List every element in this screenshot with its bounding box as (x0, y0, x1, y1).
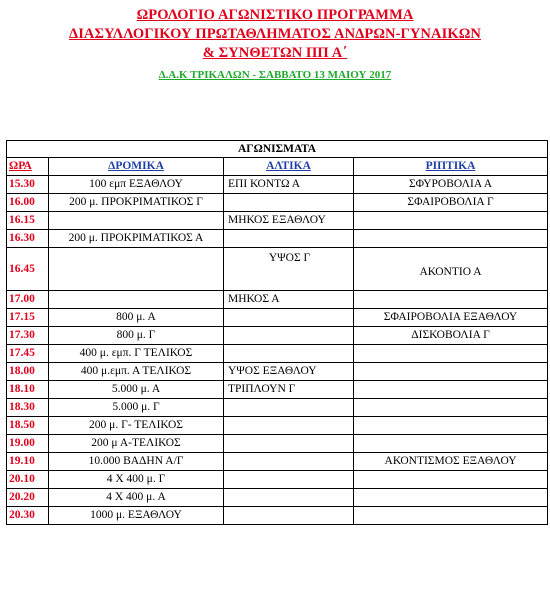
jumping-event-cell (224, 435, 354, 453)
running-event-cell: 1000 μ. ΕΞΑΘΛΟΥ (49, 507, 224, 525)
time-cell: 19.00 (7, 435, 49, 453)
running-event-cell: 4 Χ 400 μ. Α (49, 489, 224, 507)
throwing-event-cell (354, 345, 548, 363)
schedule-row (7, 176, 548, 194)
schedule-row (7, 212, 548, 230)
time-cell: 18.10 (7, 381, 49, 399)
time-cell: 17.45 (7, 345, 49, 363)
time-cell: 16.00 (7, 194, 49, 212)
running-event-cell: 5.000 μ. Γ (49, 399, 224, 417)
schedule-body (7, 176, 548, 525)
jumping-event-cell (224, 309, 354, 327)
running-event-cell (49, 291, 224, 309)
schedule-row (7, 471, 548, 489)
schedule-row (7, 417, 548, 435)
throwing-event-cell (354, 489, 548, 507)
throwing-event-cell (354, 507, 548, 525)
throwing-event-cell: ΔΙΣΚΟΒΟΛΙΑ Γ (354, 327, 548, 345)
jumping-event-cell (224, 230, 354, 248)
column-header-jumping: ΑΛΤΙΚΑ (224, 158, 354, 176)
column-header-time: ΩΡΑ (7, 158, 49, 176)
running-event-cell: 100 εμπ ΕΞΑΘΛΟΥ (49, 176, 224, 194)
jumping-event-cell: ΥΨΟΣ ΕΞΑΘΛΟΥ (224, 363, 354, 381)
jumping-event-cell: ΤΡΙΠΛΟΥΝ Γ (224, 381, 354, 399)
jumping-event-cell: ΕΠΙ ΚΟΝΤΩ Α (224, 176, 354, 194)
jumping-event-cell (224, 507, 354, 525)
running-event-cell: 4 Χ 400 μ. Γ (49, 471, 224, 489)
running-event-cell: 200 μ. Γ- ΤΕΛΙΚΟΣ (49, 417, 224, 435)
jumping-event-cell (224, 471, 354, 489)
time-cell: 20.30 (7, 507, 49, 525)
throwing-event-cell: ΑΚΟΝΤΙΟ Α (354, 248, 548, 291)
running-event-cell: 400 μ.εμπ. Α ΤΕΛΙΚΟΣ (49, 363, 224, 381)
schedule-row (7, 381, 548, 399)
running-event-cell: 200 μ. ΠΡΟΚΡΙΜΑΤΙΚΟΣ Α (49, 230, 224, 248)
running-event-cell: 200 μ. ΠΡΟΚΡΙΜΑΤΙΚΟΣ Γ (49, 194, 224, 212)
schedule-row (7, 194, 548, 212)
time-cell: 19.10 (7, 453, 49, 471)
time-cell: 17.00 (7, 291, 49, 309)
schedule-row (7, 363, 548, 381)
running-event-cell: 400 μ. εμπ. Γ ΤΕΛΙΚΟΣ (49, 345, 224, 363)
jumping-event-cell (224, 417, 354, 435)
time-cell: 18.50 (7, 417, 49, 435)
throwing-event-cell: ΑΚΟΝΤΙΣΜΟΣ ΕΞΑΘΛΟΥ (354, 453, 548, 471)
time-cell: 20.10 (7, 471, 49, 489)
jumping-event-cell (224, 345, 354, 363)
schedule-row (7, 291, 548, 309)
schedule-row (7, 309, 548, 327)
schedule-row (7, 230, 548, 248)
time-cell: 18.30 (7, 399, 49, 417)
schedule-row (7, 489, 548, 507)
column-header-running: ΔΡΟΜΙΚΑ (49, 158, 224, 176)
running-event-cell: 5.000 μ. Α (49, 381, 224, 399)
schedule-row (7, 327, 548, 345)
throwing-event-cell: ΣΦΑΙΡΟΒΟΛΙΑ Γ (354, 194, 548, 212)
throwing-event-cell (354, 381, 548, 399)
jumping-event-cell (224, 327, 354, 345)
time-cell: 20.20 (7, 489, 49, 507)
section-title: ΑΓΩΝΙΣΜΑΤΑ (7, 141, 548, 158)
schedule-row (7, 248, 548, 291)
time-cell: 18.00 (7, 363, 49, 381)
throwing-event-cell (354, 291, 548, 309)
throwing-event-cell: ΣΦΑΙΡΟΒΟΛΙΑ ΕΞΑΘΛΟΥ (354, 309, 548, 327)
schedule-row (7, 399, 548, 417)
jumping-event-cell (224, 399, 354, 417)
schedule-table (6, 140, 548, 525)
jumping-event-cell: ΜΗΚΟΣ Α (224, 291, 354, 309)
throwing-event-cell (354, 417, 548, 435)
column-header-throwing: ΡΙΠΤΙΚΑ (354, 158, 548, 176)
running-event-cell (49, 212, 224, 230)
running-event-cell: 10.000 ΒΑΔΗΝ Α/Γ (49, 453, 224, 471)
throwing-event-cell (354, 230, 548, 248)
jumping-event-cell: ΥΨΟΣ Γ (224, 248, 354, 291)
venue-date-subtitle: Δ.Α.Κ ΤΡΙΚΑΛΩΝ - ΣΑΒΒΑΤΟ 13 ΜΑΙΟΥ 2017 (158, 69, 392, 81)
running-event-cell: 800 μ. Α (49, 309, 224, 327)
title-line-1: ΩΡΟΛΟΓΙΟ ΑΓΩΝΙΣΤΙΚΟ ΠΡΟΓΡΑΜΜΑ (136, 7, 414, 23)
running-event-cell: 200 μ Α-ΤΕΛΙΚΟΣ (49, 435, 224, 453)
time-cell: 17.15 (7, 309, 49, 327)
title-line-2: ΔΙΑΣΥΛΛΟΓΙΚΟΥ ΠΡΩΤΑΘΛΗΜΑΤΟΣ ΑΝΔΡΩΝ-ΓΥΝΑΙΚΩΝ (69, 26, 481, 42)
title-line-3: & ΣΥΝΘΕΤΩΝ ΠΠ Α΄ (202, 45, 348, 61)
time-cell: 16.15 (7, 212, 49, 230)
document-header (0, 6, 550, 84)
time-cell: 16.45 (7, 248, 49, 291)
jumping-event-cell (224, 453, 354, 471)
time-cell: 17.30 (7, 327, 49, 345)
throwing-event-cell (354, 399, 548, 417)
throwing-event-cell (354, 212, 548, 230)
jumping-event-cell (224, 489, 354, 507)
throwing-event-cell (354, 471, 548, 489)
jumping-event-cell (224, 194, 354, 212)
schedule-row (7, 453, 548, 471)
throwing-event-cell (354, 363, 548, 381)
throwing-event-cell: ΣΦΥΡΟΒΟΛΙΑ Α (354, 176, 548, 194)
time-cell: 16.30 (7, 230, 49, 248)
schedule-row (7, 435, 548, 453)
throwing-event-cell (354, 435, 548, 453)
jumping-event-cell: ΜΗΚΟΣ ΕΞΑΘΛΟΥ (224, 212, 354, 230)
running-event-cell: 800 μ. Γ (49, 327, 224, 345)
schedule-row (7, 345, 548, 363)
schedule-row (7, 507, 548, 525)
running-event-cell (49, 248, 224, 291)
time-cell: 15.30 (7, 176, 49, 194)
